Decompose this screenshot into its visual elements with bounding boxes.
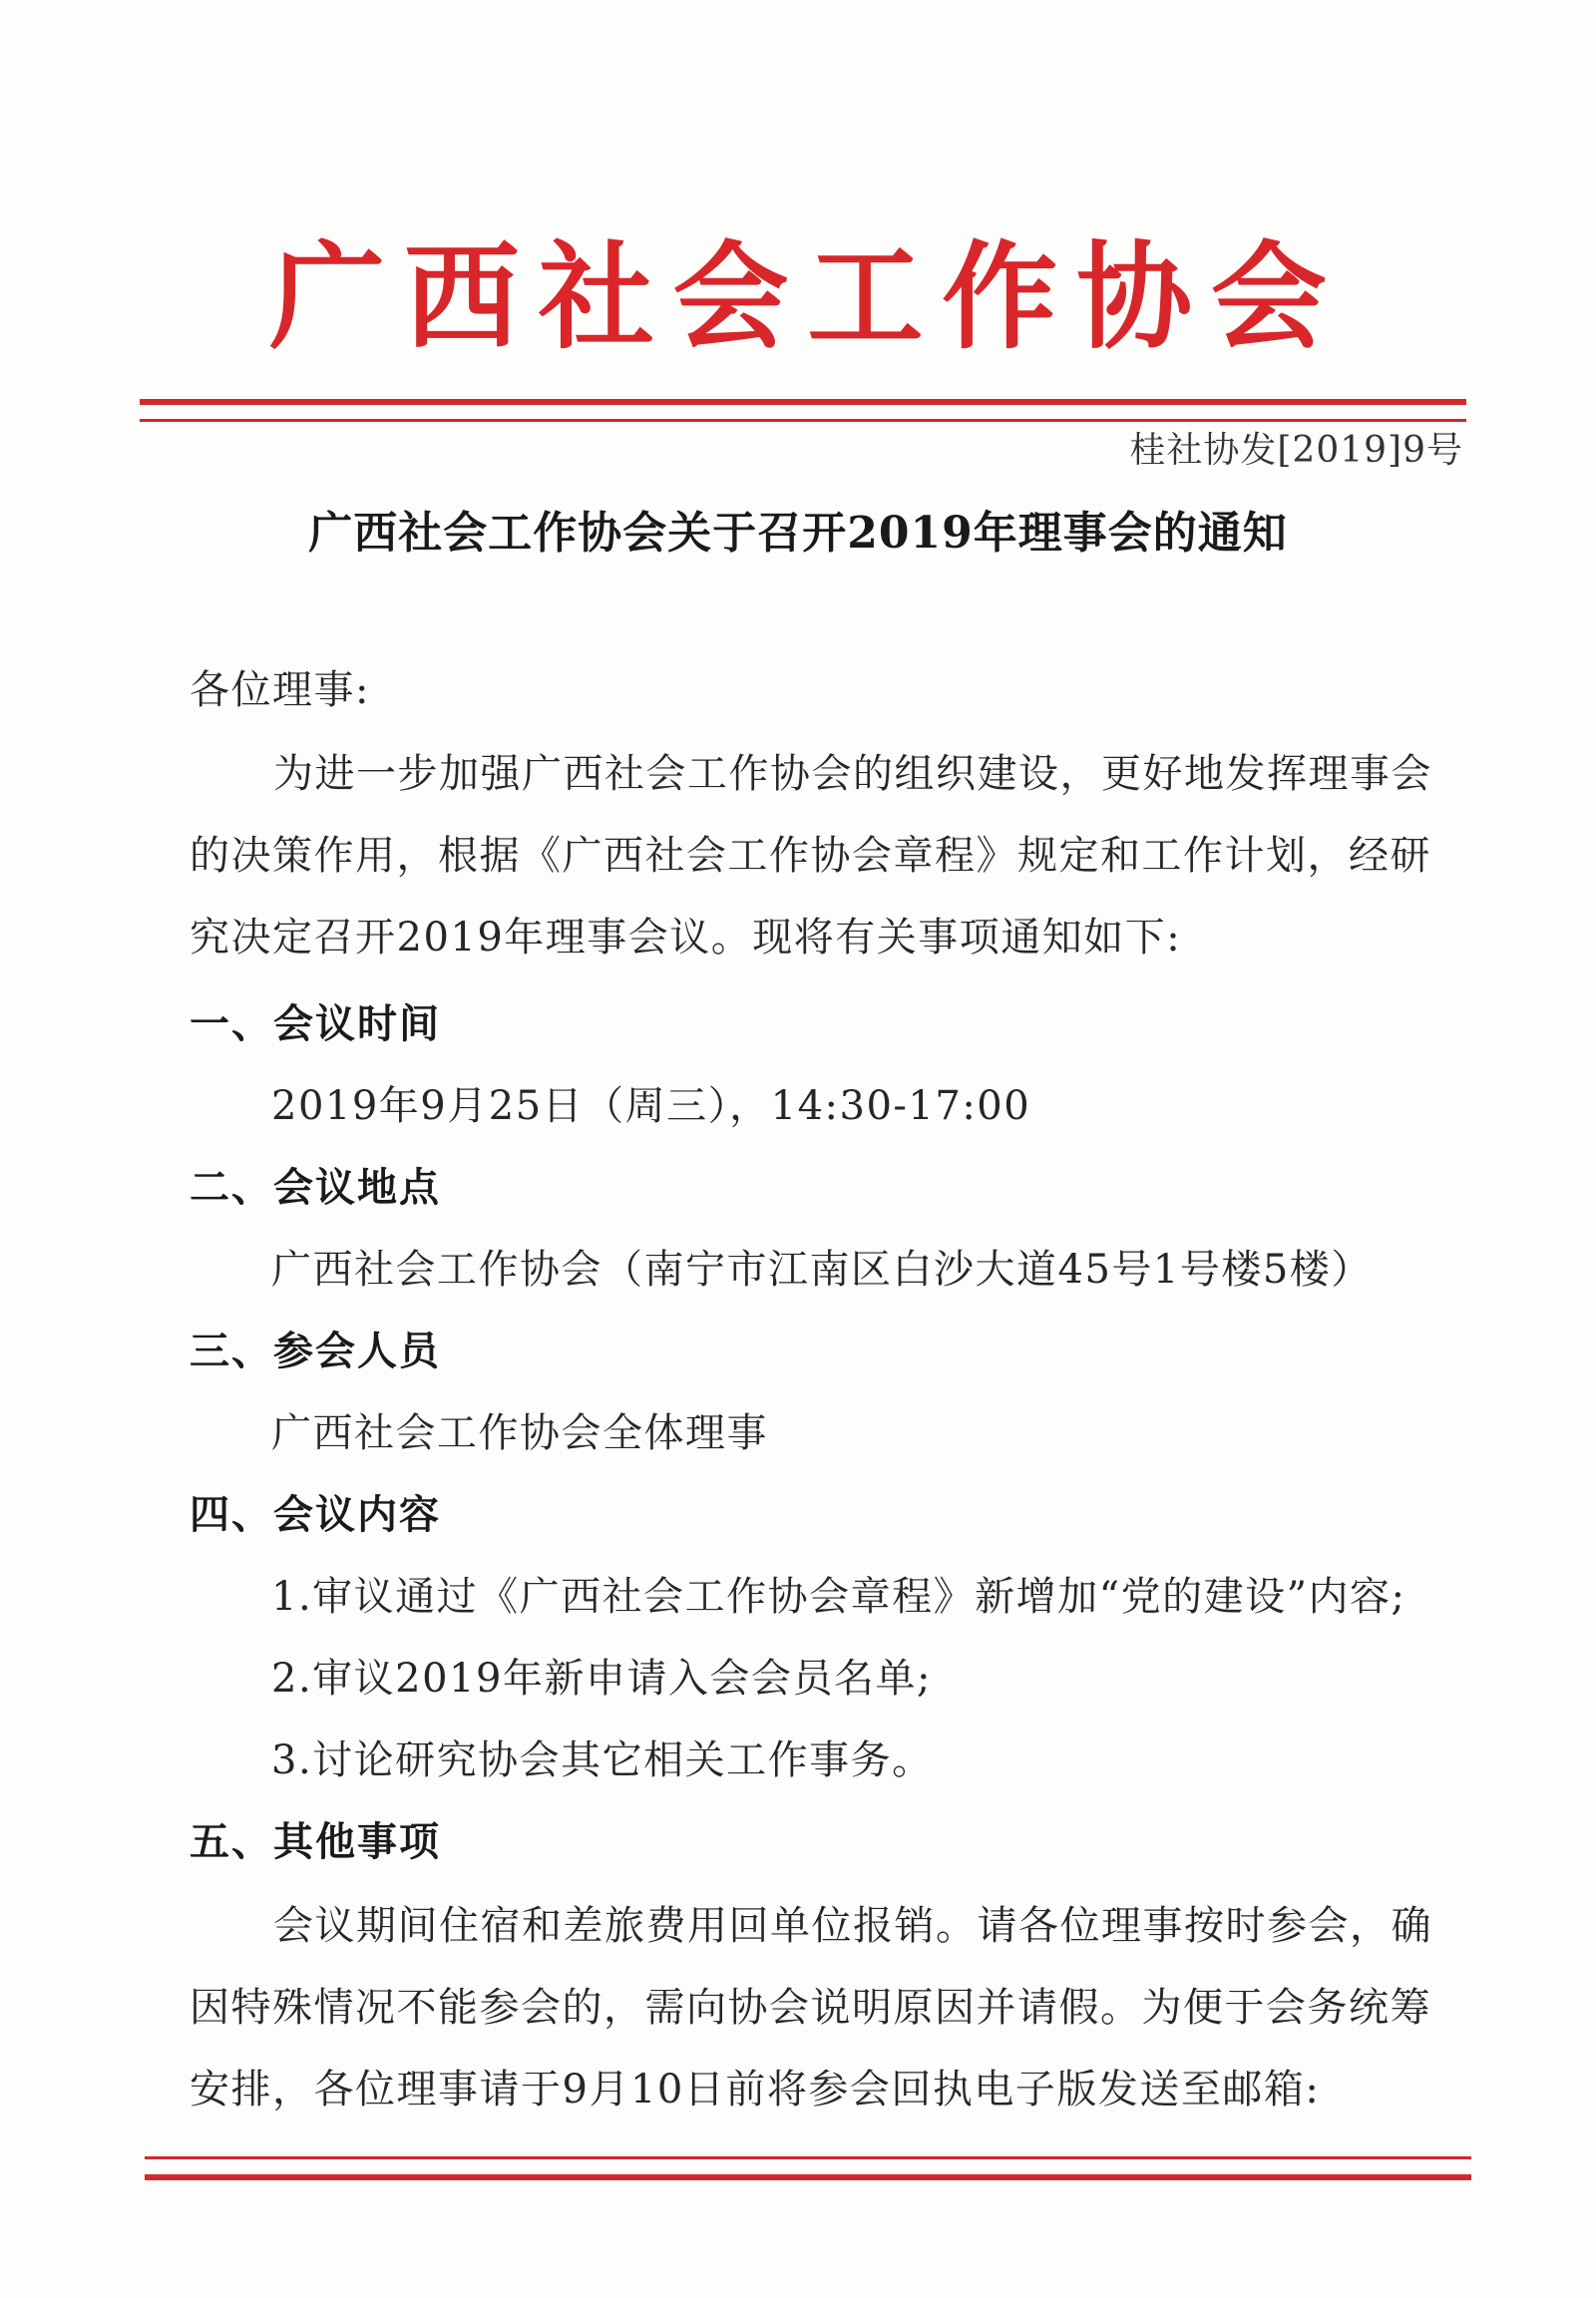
letterhead-char: 会 [672,229,789,365]
content-item: 3.讨论研究协会其它相关工作事务。 [271,1737,934,1783]
letterhead-char: 西 [403,229,520,365]
organization-letterhead-title [269,229,1327,365]
footer-divider-thick [145,2174,1471,2180]
letterhead-char: 作 [942,229,1058,365]
meeting-time-text: 2019年9月25日（周三），14:30-17:00 [271,1083,1031,1129]
meeting-place-text: 广西社会工作协会（南宁市江南区白沙大道45号1号楼5楼） [271,1247,1373,1293]
intro-paragraph: 为进一步加强广西社会工作协会的组织建设，更好地发挥理事会的决策作用，根据《广西社会工作协会章程》规定和工作计划，经研究决定召开2019年理事会议。现将有关事项通知如下: [190,751,1432,960]
content-item: 1.审议通过《广西社会工作协会章程》新增加“党的建设”内容; [271,1574,1406,1620]
notice-title: 广西社会工作协会关于召开2019年理事会的通知 [308,508,1288,559]
content-item: 2.审议2019年新申请入会会员名单; [271,1656,932,1702]
salutation: 各位理事: [190,667,370,713]
other-matters-paragraph: 会议期间住宿和差旅费用回单位报销。请各位理事按时参会，确因特殊情况不能参会的，需向协会说明原因并请假。为便于会务统筹安排，各位理事请于9月10日前将参会回执电子版发送至邮箱: [190,1903,1432,2112]
section-heading-other: 五、其他事项 [190,1818,441,1865]
document-number: 桂社协发[2019]9号 [1129,430,1463,471]
section-heading-time: 一、会议时间 [190,1000,441,1047]
attendees-text: 广西社会工作协会全体理事 [271,1410,768,1456]
letterhead-char: 社 [538,229,654,365]
section-heading-place: 二、会议地点 [190,1164,441,1211]
header-divider-thick [140,399,1466,405]
section-heading-attendees: 三、参会人员 [190,1328,441,1374]
letterhead-char: 会 [1210,229,1327,365]
footer-divider-thin [145,2156,1471,2159]
letterhead-char: 协 [1076,229,1193,365]
letterhead-char: 广 [269,229,385,365]
section-heading-content: 四、会议内容 [190,1491,441,1538]
letterhead-char: 工 [807,229,924,365]
